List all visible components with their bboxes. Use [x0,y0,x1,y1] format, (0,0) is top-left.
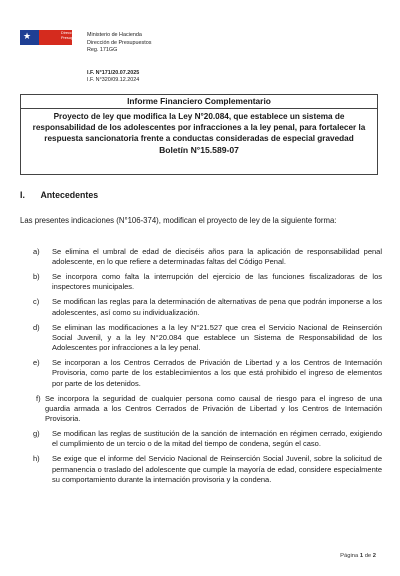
item-text: Se eliminan las modificaciones a la ley N°21.527 que crea el Servicio Nacional de Reinserción Social Juvenil, y a la ley N°20.084 que establece un Sistema de Responsabilidad de los Adolescentes por infracciones a la ley penal. [52,322,382,353]
direccion-presupuestos-logo [20,30,85,82]
item-text: Se modifican las reglas para la determinación de alternativas de pena que podrán imponerse a los adolescentes, así como su individualización. [52,297,382,317]
item-label: c) [33,297,40,307]
item-label: a) [33,247,40,256]
item-label: e) [33,358,40,368]
item-label: b) [33,272,40,282]
list-item [20,358,382,389]
item-label: g) [33,429,40,439]
section-title: Antecedentes [40,190,99,200]
logo-red-block [39,30,85,42]
list-item [20,323,382,354]
page-prefix: Página [340,553,359,559]
page-sep: de [364,553,372,559]
header-direction: Dirección de Presupuestos [87,39,152,46]
ministry-header [87,32,151,55]
item-text: Se exige que el informe del Servicio Nacional de Reinserción Social Juvenil, sobre la solicitud de permanencia o traslado del adolescente que cumple la mayoría de edad, considere especialmente su comportamiento durante la internación provisoria y la condena. [52,454,382,484]
intro-paragraph: Las presentes indicaciones (N°106-374), modifican el proyecto de ley de la siguiente forma: [20,216,337,225]
report-ref-previous: I.F. N°320/09.12.2024 [87,77,140,84]
list-item [20,297,382,318]
item-text: Se incorpora como falta la interrupción del ejercicio de las funciones fiscalizadoras de los inspectores municipales. [52,272,382,292]
logo-bar-blue [20,42,39,45]
item-text: Se modifican las reglas de sustitución de la sanción de internación en régimen cerrado, exigiendo el cumplimiento de un tercio o de la mitad del tiempo de condena, según el caso. [52,429,382,449]
item-text: Se incorpora la seguridad de cualquier persona como causal de riesgo para el ingreso de una guardia armada a los Centros Cerrados de Privación de Libertad y los Centros de Internación Provisoria. [45,393,382,424]
logo-text-line2: Presupuestos [61,35,85,40]
report-ref-current: I.F. N°171/20.07.2025 [87,70,140,76]
list-item [20,394,382,425]
header-reg: Reg. 171GG [87,47,118,54]
report-heading: Informe Financiero Complementario [21,95,377,109]
item-text: Se elimina el umbral de edad de dieciséis años para la aplicación de responsabilidad penal adolescente, en lo que refiere a determinadas faltas del Código Penal. [52,247,382,267]
list-item [20,454,382,485]
page-total: 2 [372,553,376,559]
logo-bar-red [39,42,72,45]
page-current: 1 [359,553,364,559]
boletin-number: Boletín N°15.589-07 [159,145,239,155]
logo-text-line1: Dirección de [61,31,83,35]
item-label: f) [36,393,41,403]
item-text: Se incorporan a los Centros Cerrados de Privación de Libertad y a los Centros de Internación Provisoria, como parte de los establecimientos a los que está prohibido el ingreso de elementos por parte de los detenidos. [52,358,382,388]
title-box [20,94,378,175]
item-label: h) [33,454,40,464]
logo-blue-block [20,30,39,42]
list-item [20,429,382,450]
header-ministry: Ministerio de Hacienda [87,32,142,38]
modifications-list [20,247,382,490]
section-heading [20,190,98,200]
list-item [20,247,382,268]
star-icon: ★ [23,31,32,41]
bill-title: Proyecto de ley que modifica la Ley N°20.084, que establece un sistema de responsabilidad de los adolescentes por infracciones a la ley penal, para fortalecer la respuesta sancionatoria frente a conductas consideradas de especial gravedad [32,112,366,143]
page-number [340,553,376,559]
section-number: I. [20,190,25,200]
item-label: d) [33,322,40,332]
list-item [20,272,382,293]
report-references [87,70,139,84]
